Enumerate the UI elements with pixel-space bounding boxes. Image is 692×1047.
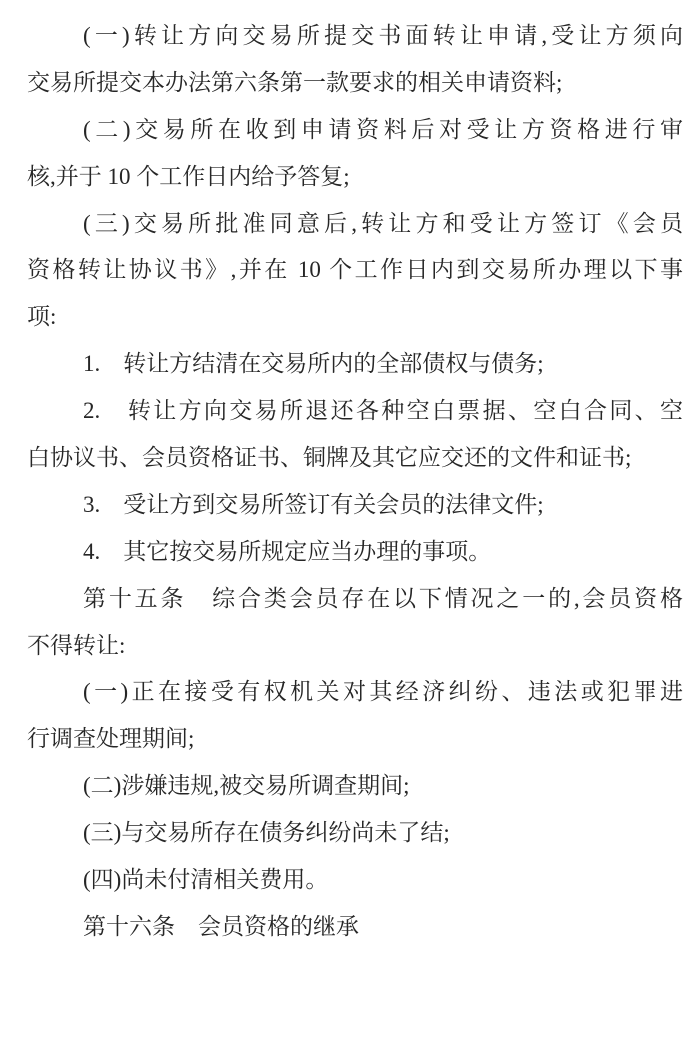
text-line-clause-item-p1-l2: 交易所提交本办法第六条第一款要求的相关申请资料; <box>27 69 563 95</box>
text-line-clause-item-p1-l1: (一)转让方向交易所提交书面转让申请,受让方须向 <box>83 23 683 48</box>
text-line-clause-item-p2-l2: 核,并于 10 个工作日内给予答复; <box>27 163 350 189</box>
text-line-numbered-item-p5-l2: 白协议书、会员资格证书、铜牌及其它应交还的文件和证书; <box>27 445 632 471</box>
text-line-clause-item-p3-l1: (三)交易所批准同意后,转让方和受让方签订《会员 <box>83 210 683 236</box>
text-line-numbered-item-p4-l1: 1. 转让方结清在交易所内的全部债权与债务; <box>83 351 544 377</box>
text-line-clause-item-p3-l2: 资格转让协议书》,并在 10 个工作日内到交易所办理以下事 <box>27 257 683 283</box>
text-line-clause-item-p2-l1: (二)交易所在收到申请资料后对受让方资格进行审 <box>83 116 683 142</box>
text-line-clause-item-p9-l2: 行调查处理期间; <box>27 726 195 752</box>
text-line-clause-item-p9-l1: (一)正在接受有权机关对其经济纠纷、违法或犯罪进 <box>83 679 683 705</box>
text-line-clause-item-p11-l1: (三)与交易所存在债务纠纷尚未了结; <box>83 820 450 846</box>
text-line-numbered-item-p7-l1: 4. 其它按交易所规定应当办理的事项。 <box>83 538 492 564</box>
text-line-clause-item-p3-l3: 项: <box>27 304 57 330</box>
text-line-clause-item-p10-l1: (二)涉嫌违规,被交易所调查期间; <box>83 773 410 799</box>
text-line-clause-item-p12-l1: (四)尚未付清相关费用。 <box>83 867 329 893</box>
text-line-numbered-item-p5-l1: 2. 转让方向交易所退还各种空白票据、空白合同、空 <box>83 398 683 424</box>
text-line-article-heading-p13-l1: 第十六条 会员资格的继承 <box>83 913 359 939</box>
text-line-article-clause-p8-l1: 第十五条 综合类会员存在以下情况之一的,会员资格 <box>83 585 683 611</box>
text-line-numbered-item-p6-l1: 3. 受让方到交易所签订有关会员的法律文件; <box>83 491 544 517</box>
document-body <box>27 13 683 951</box>
text-line-article-clause-p8-l2: 不得转让: <box>27 632 126 658</box>
